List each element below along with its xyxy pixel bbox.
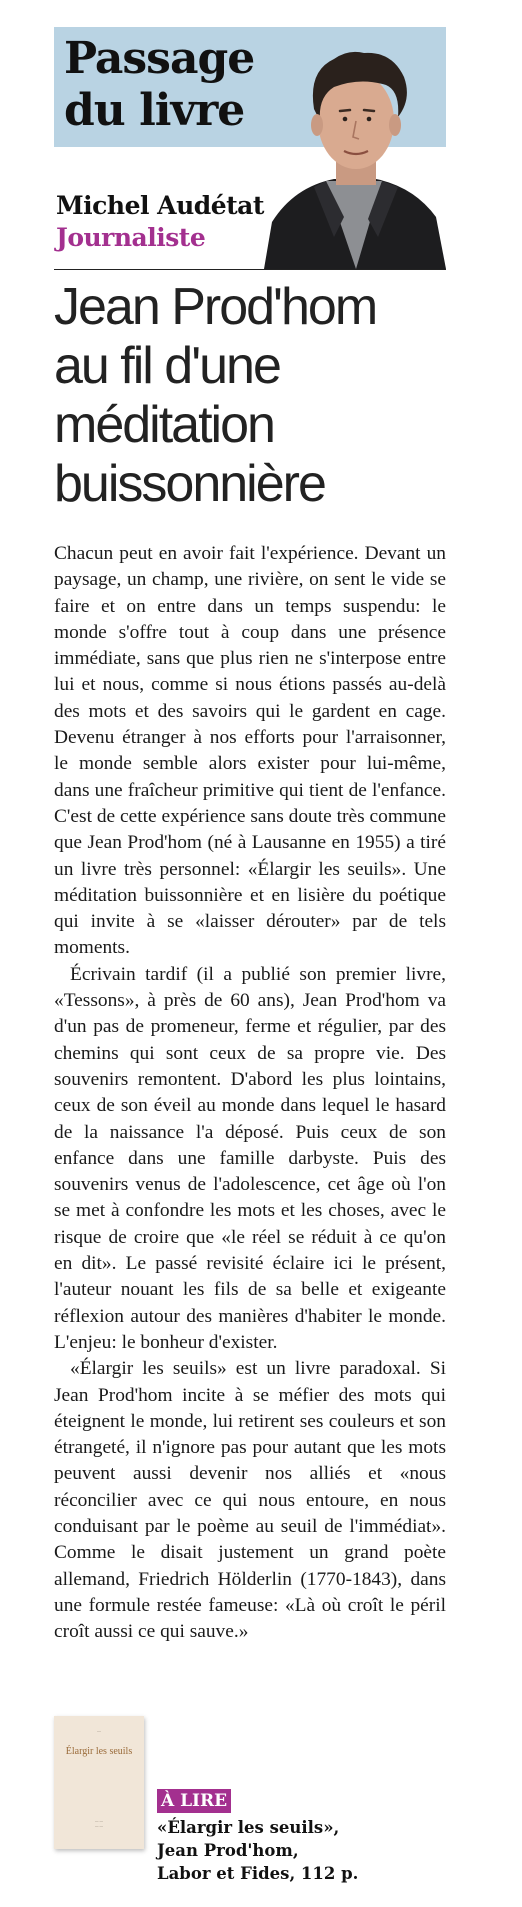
rubric-line-1: Passage bbox=[64, 33, 255, 84]
cover-title: Élargir les seuils bbox=[65, 1746, 133, 1757]
book-author: Jean Prod'hom, bbox=[157, 1841, 299, 1860]
rubric-title bbox=[64, 33, 254, 137]
author-portrait bbox=[264, 47, 446, 269]
author-role: Journaliste bbox=[56, 223, 206, 252]
book-reference bbox=[157, 1816, 447, 1885]
book-publisher: Labor et Fides, 112 p. bbox=[157, 1864, 359, 1883]
rubric-header bbox=[54, 27, 446, 269]
cover-author-line: — bbox=[97, 1728, 101, 1733]
author-name: Michel Audétat bbox=[56, 191, 264, 220]
header-divider bbox=[54, 269, 446, 270]
article-body bbox=[54, 541, 446, 1645]
headline-line: méditation bbox=[54, 396, 274, 454]
cover-publisher-mark: — — — — bbox=[95, 1819, 103, 1828]
a-lire-badge: À LIRE bbox=[157, 1789, 231, 1813]
headline-line: Jean Prod'hom bbox=[54, 278, 377, 336]
article-paragraph: Chacun peut en avoir fait l'expérience. Devant un paysage, un champ, une rivière, on sent le vide se faire et on entre dans un temps suspendu: le monde s'offre tout à coup dans une présence immédiate, sans que plus rien ne s'interpose entre lui et nous, comme si nous étions passés au-delà des mots et des savoirs qui le gardent en cage. Devenu étranger à nos efforts pour l'arraisonner, le monde semble alors exister pour lui-même, dans une fraîcheur primitive qui tient de l'enfance. C'est de cette expérience sans doute très commune que Jean Prod'hom (né à Lausanne en 1955) a tiré un livre très personnel: «Élargir les seuils». Une méditation buissonnière et en lisière du poétique qui invite à se «laisser dérouter» par de tels moments. bbox=[54, 543, 446, 959]
headline-line: au fil d'une bbox=[54, 337, 280, 395]
headline-line: buissonnière bbox=[54, 455, 325, 513]
book-cover-image bbox=[54, 1716, 144, 1849]
article-headline bbox=[54, 278, 446, 514]
article-paragraph: «Élargir les seuils» est un livre paradoxal. Si Jean Prod'hom incite à se méfier des mots qui éteignent le monde, lui retirent ses couleurs et son étrangeté, il n'ignore pas pour autant que les mots peuvent aussi devenir nos alliés et «nous réconcilier avec ce qui nous entoure, en nous conduisant par le poème au seuil de l'immédiat». Comme le disait justement un grand poète allemand, Friedrich Hölderlin (1770-1843), dans une formule restée fameuse: «Là où croît le péril croît aussi ce qui sauve.» bbox=[54, 1358, 446, 1643]
rubric-line-2: du livre bbox=[64, 85, 245, 136]
book-title: «Élargir les seuils», bbox=[157, 1818, 340, 1837]
article-paragraph: Écrivain tardif (il a publié son premier livre, «Tessons», à près de 60 ans), Jean Prod'hom va d'un pas de promeneur, ferme et régulier, par des chemins qui sont ceux de sa propre vie. Des souvenirs remontent. D'abord les plus lointains, ceux de son éveil au monde dans lequel le hasard de la naissance l'a déposé. Puis ceux de son enfance dans une famille darbyste. Puis des souvenirs venus de l'adolescence, cet âge où l'on se met à confondre les mots et les choses, avec le risque de croire que «le réel se réduit à ce qu'on en dit». Le passé revisité éclaire ici le présent, l'auteur nouant les fils de sa belle et exigeante réflexion autour des manières d'habiter le monde. L'enjeu: le bonheur d'exister. bbox=[54, 963, 446, 1353]
